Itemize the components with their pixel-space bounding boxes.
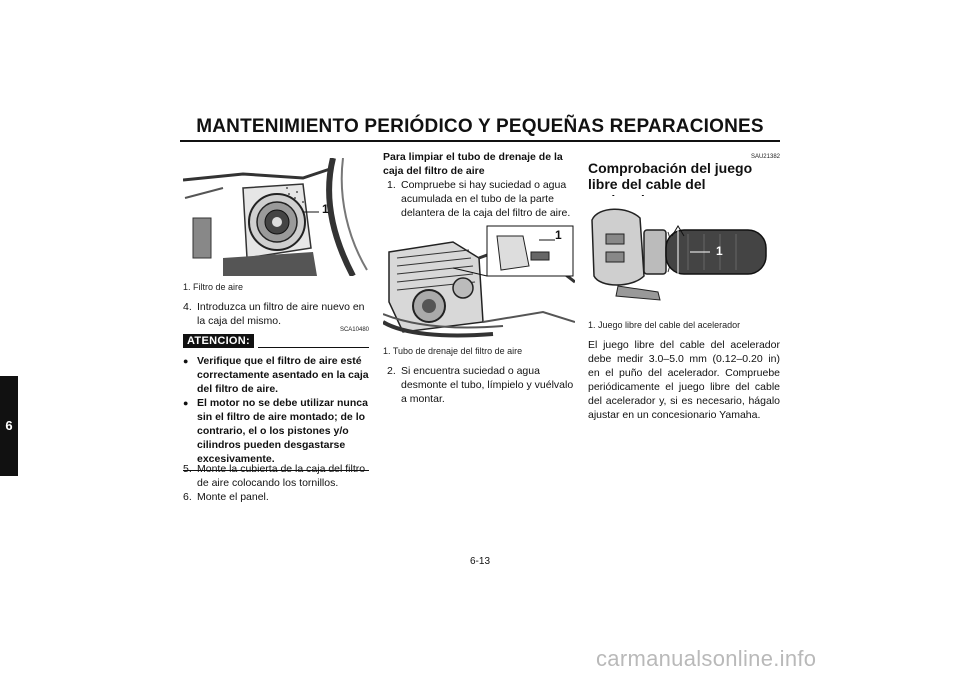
step-number: 2.: [387, 365, 396, 377]
throttle-figure: [588, 196, 780, 314]
throttle-grip-illustration: [588, 196, 780, 314]
bullet-dot-icon: ●: [183, 356, 189, 366]
drain-tube-heading: Para limpiar el tubo de drenaje de la caja del filtro de aire: [383, 151, 563, 177]
step-text: Introduzca un filtro de aire nuevo en la caja del mismo.: [197, 301, 365, 327]
attention-box: [183, 334, 369, 471]
figure-callout-1: 1: [716, 244, 723, 258]
step-5: [183, 462, 369, 490]
attention-bullet: [183, 354, 369, 396]
step-2: [387, 364, 575, 406]
header-rule: [180, 140, 780, 142]
attention-bullet: [183, 396, 369, 466]
figure-caption: 1. Tubo de drenaje del filtro de aire: [383, 346, 523, 356]
section-paragraph: El juego libre del cable del acelerador debe medir 3.0–5.0 mm (0.12–0.20 in) en el puño del acelerador. Compruebe periódicamente el juego libre del cable del acelerador y, si es necesario, hágalo ajustar en un concesionario Yamaha.: [588, 339, 780, 421]
page-title: MANTENIMIENTO PERIÓDICO Y PEQUEÑAS REPARACIONES: [196, 116, 764, 137]
page-number: 6-13: [469, 556, 490, 567]
step-4: [183, 300, 369, 328]
engine-illustration: [383, 222, 575, 340]
step-text: Monte la cubierta de la caja del filtro de aire colocando los tornillos.: [197, 463, 366, 489]
bullet-dot-icon: ●: [183, 398, 189, 408]
air-filter-illustration: [183, 158, 369, 276]
attention-label: ATENCION:: [183, 334, 254, 348]
section-code: SAU21382: [750, 154, 780, 160]
figure-callout-1: 1: [322, 202, 329, 216]
step-text: Si encuentra suciedad o agua desmonte el tubo, límpielo y vuélvalo a montar.: [401, 365, 574, 405]
step-number: 5.: [183, 463, 192, 475]
bullet-text: Verifique que el filtro de aire esté correctamente asentado en la caja del filtro de aire.: [197, 355, 369, 395]
section-heading: Comprobación del juego libre del cable del: [588, 160, 753, 192]
air-filter-figure: [183, 158, 369, 276]
figure-caption: 1. Filtro de aire: [183, 282, 244, 292]
figure-callout-1: 1: [555, 228, 562, 242]
figure-caption: 1. Juego libre del cable del acelerador: [588, 320, 741, 330]
bullet-text: El motor no se debe utilizar nunca sin el filtro de aire montado; de lo contrario, el o los pistones y/o cilindros pueden desgastarse excesivamente.: [197, 397, 368, 465]
step-number: 1.: [387, 179, 396, 191]
step-number: 4.: [183, 301, 192, 313]
step-6: [183, 490, 369, 504]
section-code: SCA10480: [339, 327, 369, 333]
step-text: Compruebe si hay suciedad o agua acumulada en el tubo de la parte delantera de la caja del filtro de aire.: [401, 179, 571, 219]
attention-top-rule: [258, 347, 369, 348]
step-number: 6.: [183, 491, 192, 503]
step-text: Monte el panel.: [197, 491, 269, 503]
step-1: [387, 178, 575, 220]
watermark: carmanualsonline.info: [596, 646, 817, 671]
chapter-tab: 6: [0, 376, 18, 476]
drain-tube-figure: [383, 222, 575, 340]
